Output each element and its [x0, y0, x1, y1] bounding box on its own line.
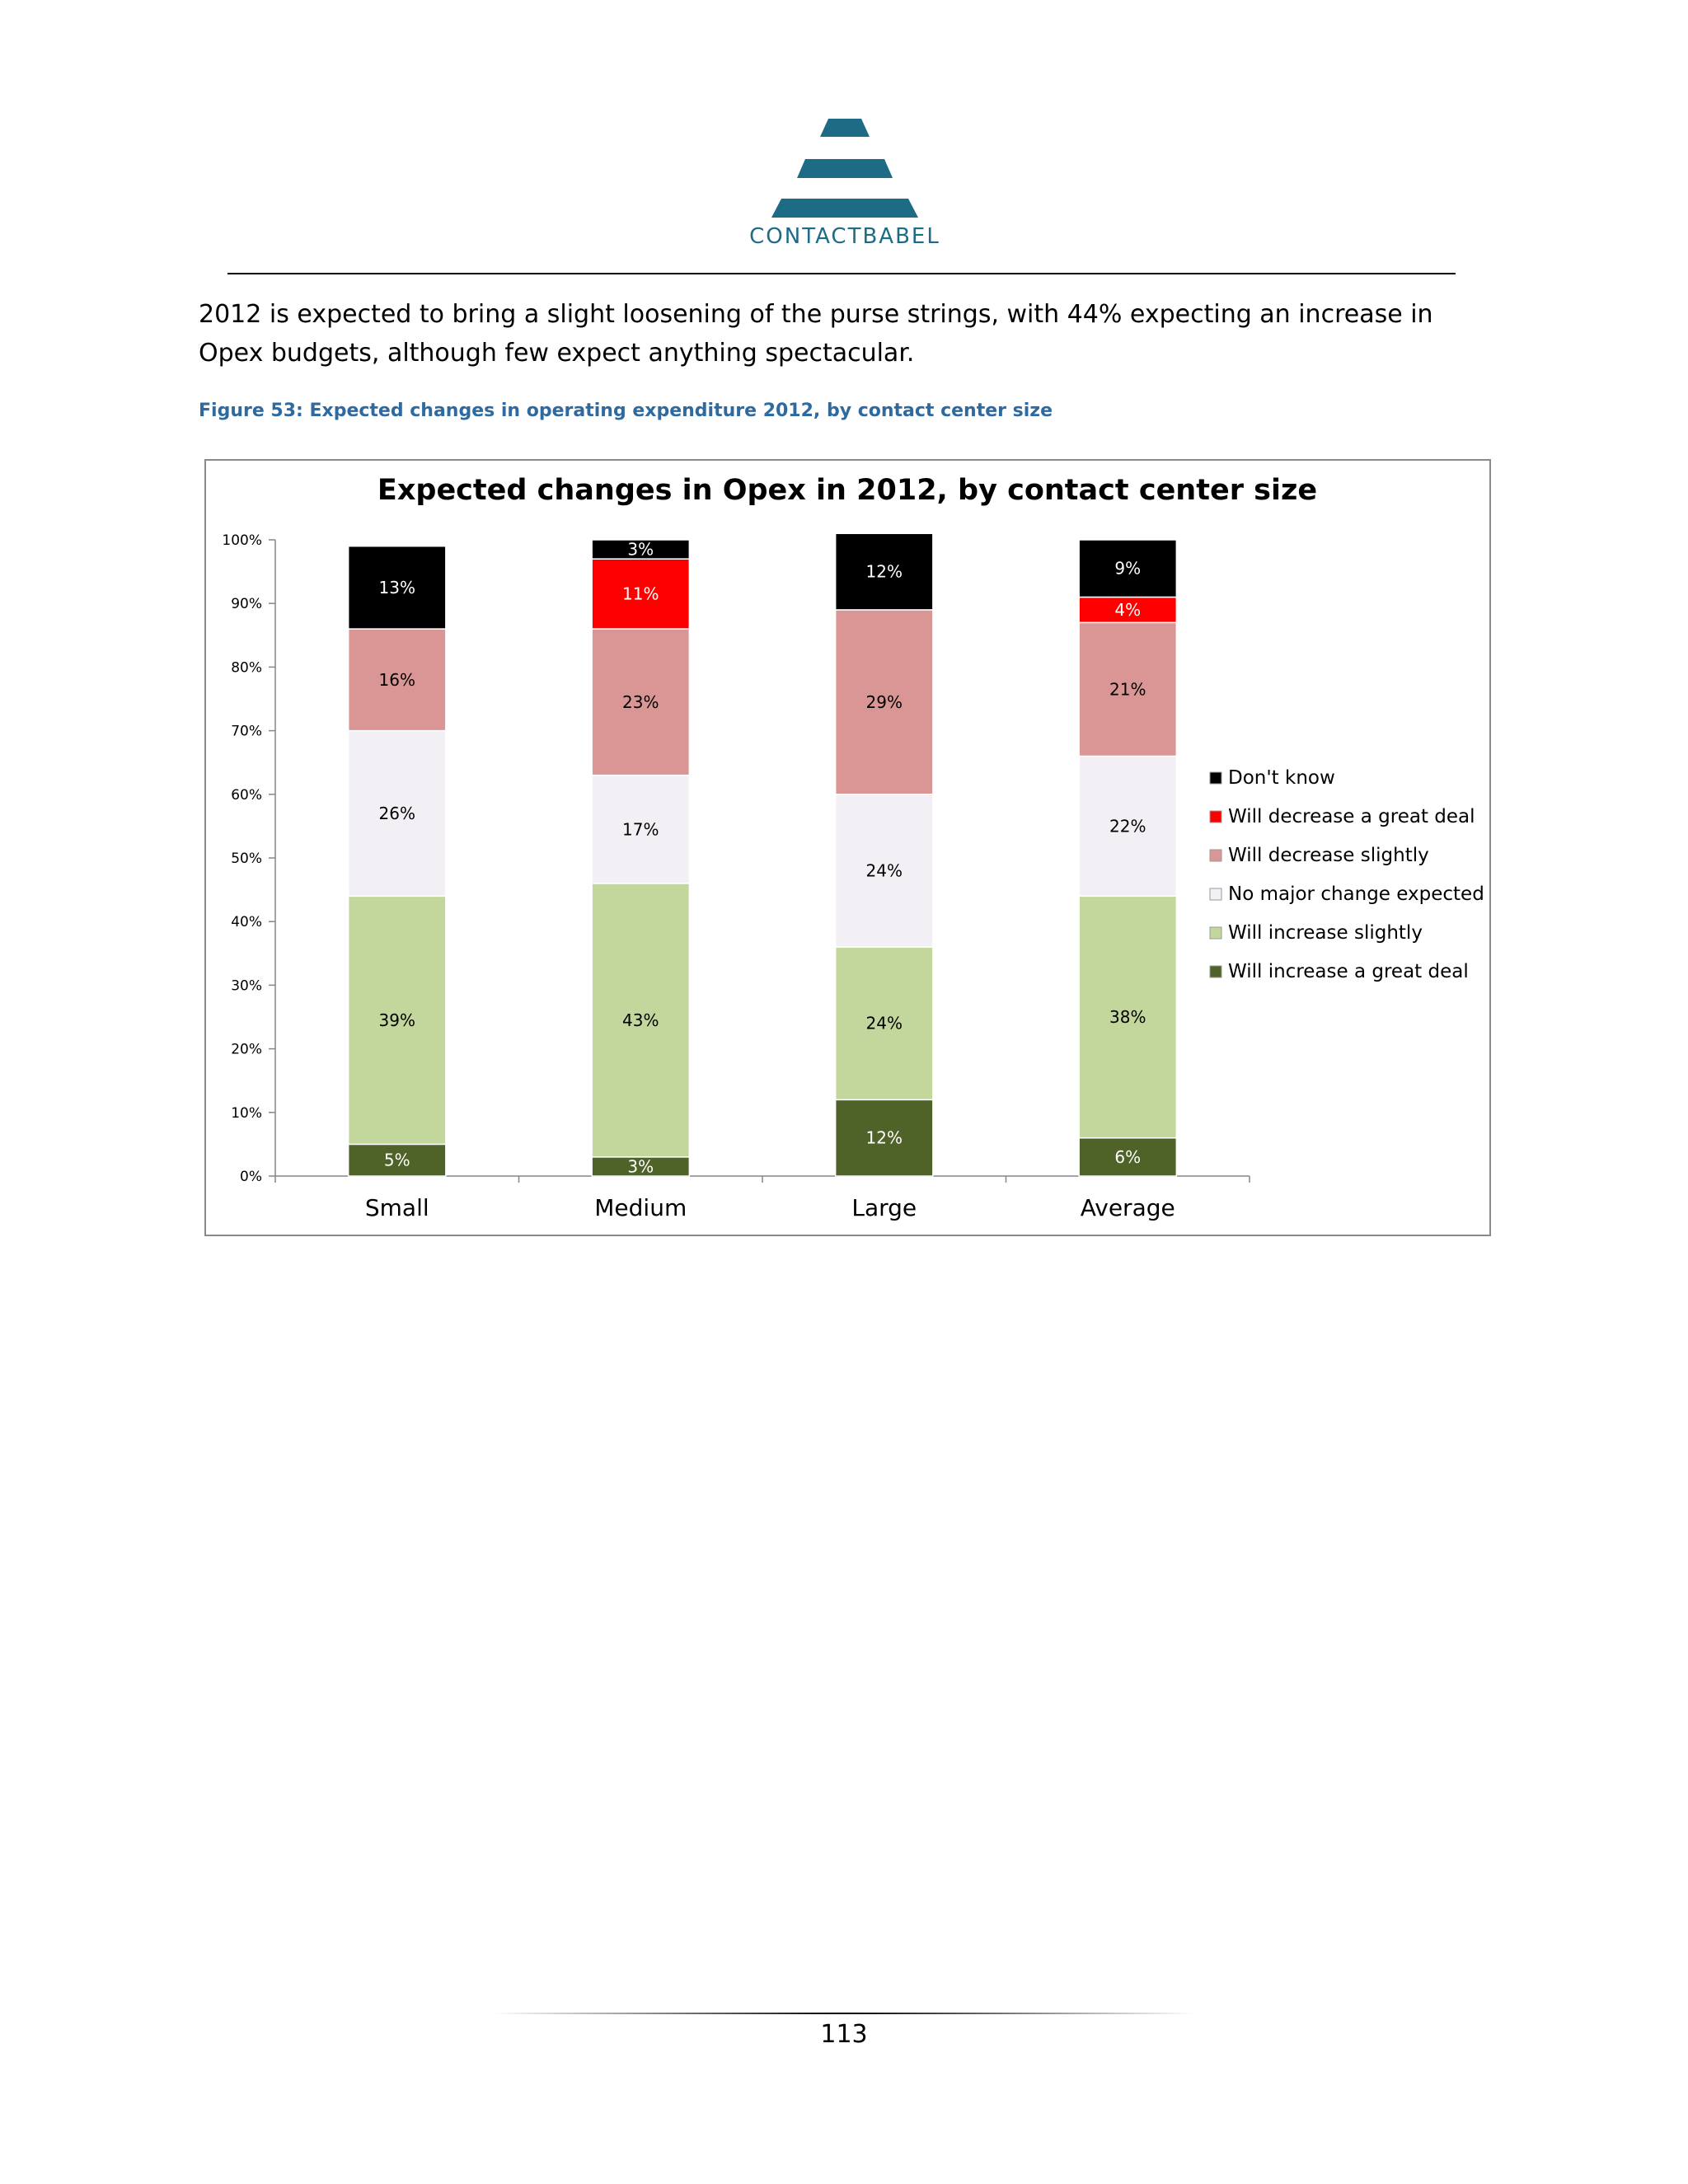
data-label: 24%: [865, 1013, 903, 1033]
x-category-label: Small: [364, 1194, 429, 1221]
chart-frame: [204, 459, 1491, 1236]
data-label: 16%: [378, 669, 415, 690]
chart-title: Expected changes in Opex in 2012, by contact center size: [377, 474, 1318, 507]
legend-label: Will decrease slightly: [1228, 845, 1429, 866]
legend-swatch: [1210, 966, 1221, 977]
stacked-bar-chart: [206, 461, 1489, 1235]
footer-divider: [495, 2011, 1193, 2016]
data-label: 43%: [622, 1010, 659, 1030]
figure-caption: Figure 53: Expected changes in operating expenditure 2012, by contact center size: [199, 401, 1053, 421]
y-tick-label: 90%: [231, 596, 262, 613]
y-tick-label: 30%: [231, 977, 262, 995]
data-label: 29%: [865, 691, 903, 712]
data-label: 9%: [1114, 558, 1142, 579]
data-label: 39%: [378, 1010, 415, 1030]
data-label: 13%: [378, 577, 415, 598]
legend-label: Will increase slightly: [1228, 922, 1423, 944]
legend-label: No major change expected: [1228, 883, 1484, 905]
body-paragraph: 2012 is expected to bring a slight loosening of the purse strings, with 44% expecting an increase in Opex budgets, although few expect anything spectacular.: [199, 300, 1433, 368]
data-label: 3%: [627, 539, 654, 560]
legend-label: Will increase a great deal: [1228, 961, 1469, 982]
data-label: 23%: [622, 691, 659, 712]
data-label: 5%: [383, 1150, 410, 1170]
data-label: 24%: [865, 860, 903, 881]
y-tick-label: 20%: [231, 1041, 262, 1058]
legend-swatch: [1210, 927, 1221, 939]
legend-label: Will decrease a great deal: [1228, 806, 1475, 827]
y-tick-label: 80%: [231, 659, 262, 677]
data-label: 21%: [1109, 679, 1146, 700]
data-label: 17%: [622, 819, 659, 840]
y-tick-label: 10%: [231, 1104, 262, 1122]
data-label: 12%: [865, 1127, 903, 1148]
x-category-label: Average: [1080, 1194, 1175, 1221]
data-label: 3%: [627, 1156, 654, 1177]
y-tick-label: 60%: [231, 786, 262, 804]
data-label: 12%: [865, 561, 903, 582]
y-tick-label: 70%: [231, 723, 262, 740]
legend-label: Don't know: [1228, 767, 1335, 789]
x-category-label: Large: [851, 1194, 917, 1221]
logo-text: CONTACTBABEL: [749, 224, 940, 249]
data-label: 38%: [1109, 1007, 1146, 1027]
data-label: 22%: [1109, 816, 1146, 837]
y-tick-label: 40%: [231, 914, 262, 931]
y-tick-label: 0%: [240, 1169, 262, 1185]
legend-swatch: [1210, 850, 1221, 861]
data-label: 11%: [622, 583, 659, 604]
data-label: 6%: [1114, 1146, 1142, 1167]
y-tick-label: 50%: [231, 851, 262, 867]
y-tick-label: 100%: [222, 532, 262, 549]
legend-swatch: [1210, 888, 1221, 900]
legend-swatch: [1210, 772, 1221, 784]
header-rule: [227, 273, 1456, 274]
data-label: 26%: [378, 803, 415, 823]
data-label: 4%: [1114, 599, 1142, 620]
page-number: 113: [820, 2020, 868, 2049]
x-category-label: Medium: [594, 1194, 687, 1221]
legend-swatch: [1210, 811, 1221, 823]
